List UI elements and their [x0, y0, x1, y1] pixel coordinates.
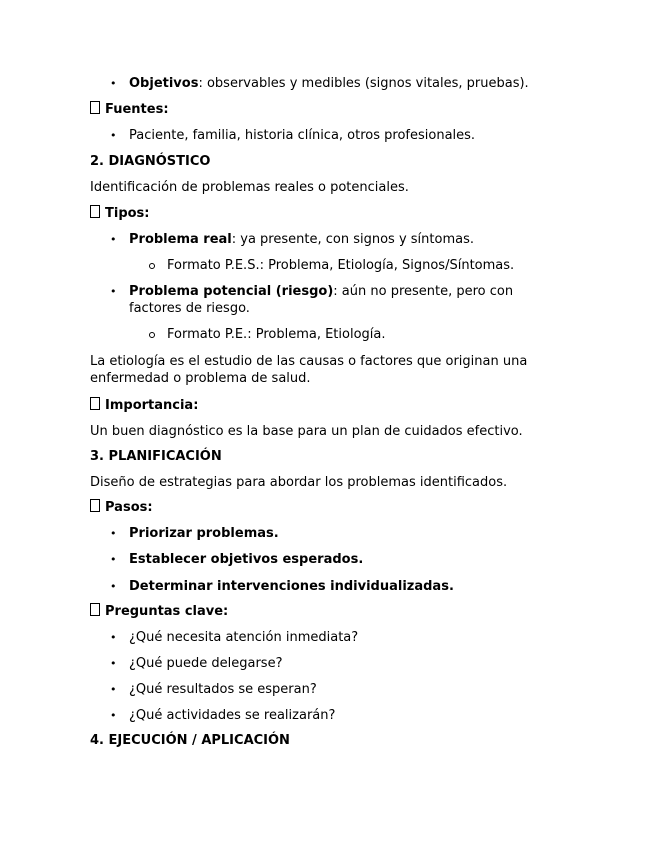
- bullet-icon: •: [110, 553, 117, 566]
- objetivos-text: : observables y medibles (signos vitales, pruebas).: [198, 76, 529, 91]
- bullet-icon: •: [110, 683, 117, 696]
- pregunta-item: ¿Qué resultados se esperan?: [129, 682, 317, 697]
- bullet-icon: •: [110, 285, 117, 298]
- formato-pe: Formato P.E.: Problema, Etiología.: [167, 327, 386, 342]
- fuentes-heading-text: Fuentes:: [105, 102, 169, 117]
- fuentes-item: Paciente, familia, historia clínica, otros profesionales.: [129, 128, 476, 143]
- problema-real-label: Problema real: [129, 232, 232, 247]
- missing-glyph-icon: [90, 205, 100, 218]
- pregunta-item: ¿Qué actividades se realizarán?: [129, 708, 336, 723]
- preguntas-heading-text: Preguntas clave:: [105, 604, 229, 619]
- paso-item: Determinar intervenciones individualizadas.: [129, 579, 454, 594]
- fuentes-heading: [90, 101, 169, 118]
- circle-bullet-icon: [149, 263, 155, 269]
- bullet-icon: •: [110, 129, 117, 142]
- diagnostico-intro: Identificación de problemas reales o potenciales.: [90, 180, 409, 195]
- pasos-heading-text: Pasos:: [105, 500, 153, 515]
- paso-item: Establecer objetivos esperados.: [129, 552, 364, 567]
- planificacion-heading: 3. PLANIFICACIÓN: [90, 449, 222, 464]
- importancia-heading: [90, 397, 198, 414]
- preguntas-heading: [90, 603, 228, 620]
- missing-glyph-icon: [90, 603, 100, 616]
- bullet-icon: •: [110, 77, 117, 90]
- tipos-heading: [90, 205, 150, 222]
- importancia-text: Un buen diagnóstico es la base para un plan de cuidados efectivo.: [90, 424, 523, 439]
- pregunta-item: ¿Qué necesita atención inmediata?: [129, 630, 359, 645]
- problema-potencial-text-cont: factores de riesgo.: [129, 301, 250, 316]
- objetivos-item: [129, 75, 529, 92]
- tipos-heading-text: Tipos:: [105, 206, 150, 221]
- pasos-heading: [90, 499, 153, 516]
- diagnostico-heading: 2. DIAGNÓSTICO: [90, 154, 211, 169]
- objetivos-label: Objetivos: [129, 76, 199, 91]
- bullet-icon: •: [110, 233, 117, 246]
- bullet-icon: •: [110, 527, 117, 540]
- etiologia-paragraph-line1: La etiología es el estudio de las causas o factores que originan una: [90, 354, 528, 369]
- ejecucion-heading: 4. EJECUCIÓN / APLICACIÓN: [90, 733, 290, 748]
- missing-glyph-icon: [90, 499, 100, 512]
- problema-potencial-item: [129, 283, 513, 300]
- missing-glyph-icon: [90, 101, 100, 114]
- missing-glyph-icon: [90, 397, 100, 410]
- importancia-heading-text: Importancia:: [105, 398, 199, 413]
- etiologia-paragraph-line2: enfermedad o problema de salud.: [90, 371, 311, 386]
- bullet-icon: •: [110, 657, 117, 670]
- circle-bullet-icon: [149, 332, 155, 338]
- paso-item: Priorizar problemas.: [129, 526, 279, 541]
- problema-real-item: [129, 231, 474, 248]
- bullet-icon: •: [110, 580, 117, 593]
- problema-real-text: : ya presente, con signos y síntomas.: [231, 232, 474, 247]
- problema-potencial-label: Problema potencial (riesgo): [129, 284, 334, 299]
- planificacion-intro: Diseño de estrategias para abordar los problemas identificados.: [90, 475, 508, 490]
- problema-potencial-text: : aún no presente, pero con: [333, 284, 514, 299]
- bullet-icon: •: [110, 631, 117, 644]
- pregunta-item: ¿Qué puede delegarse?: [129, 656, 283, 671]
- formato-pes: Formato P.E.S.: Problema, Etiología, Signos/Síntomas.: [167, 258, 515, 273]
- bullet-icon: •: [110, 709, 117, 722]
